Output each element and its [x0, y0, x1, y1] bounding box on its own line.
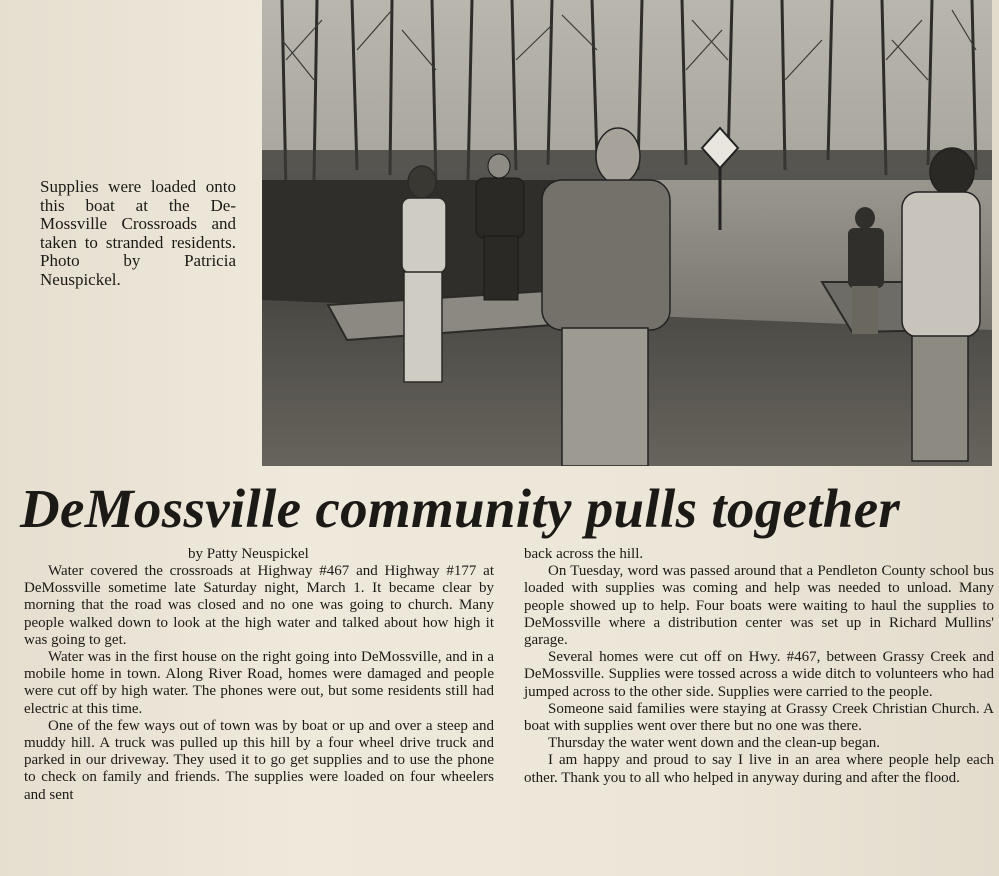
- paragraph: On Tuesday, word was passed around that a Pendleton County school bus loaded with supplies was coming and help was needed to unload. Many people showed up to help. Four boats were waiting to haul the supplies to DeMossville where a distribution center was set up in Richard Mullins' garage.: [524, 563, 994, 649]
- article-column-left: [24, 563, 494, 804]
- byline: by Patty Neuspickel: [188, 546, 309, 562]
- paragraph: I am happy and proud to say I live in an area where people help each other. Thank you to all who helped in anyway during and after the flood.: [524, 752, 994, 786]
- paragraph: Water covered the crossroads at Highway #467 and Highway #177 at DeMossville sometime late Saturday night, March 1. It became clear by morning that the road was closed and no one was going to church. Many people walked down to look at the high water and talked about how high it was going to get.: [24, 563, 494, 648]
- paragraph: Thursday the water went down and the clean-up began.: [548, 735, 880, 752]
- headline: DeMossville community pulls together: [20, 478, 901, 539]
- paragraph: One of the few ways out of town was by boat or up and over a steep and muddy hill. A truck was pulled up this hill by a four wheel drive truck and parked in our driveway. They used it to go get supplies and to use the phone to check on family and friends. The supplies were loaded on four wheelers and sent: [24, 717, 494, 803]
- paragraph: Someone said families were staying at Grassy Creek Christian Church. A boat with supplies went over there but no one was there.: [524, 700, 994, 735]
- flood-photo: [262, 0, 992, 466]
- photo-caption: Supplies were loaded onto this boat at the De-Mossville Crossroads and taken to stranded residents. Photo by Patricia Neuspickel.: [40, 177, 236, 289]
- paragraph: Water was in the first house on the right going into DeMossville, and in a mobile home in town. Along River Road, homes were damaged and people were cut off by high water. The phones were out, but some residents still had electric at this time.: [24, 649, 494, 717]
- paragraph: back across the hill.: [524, 546, 644, 562]
- paragraph: Several homes were cut off on Hwy. #467, between Grassy Creek and DeMossville. Supplies were tossed across a wide ditch to volunteers who had jumped across to the other side. Supplies were carried to the people.: [524, 649, 994, 700]
- article-column-right: [524, 546, 994, 787]
